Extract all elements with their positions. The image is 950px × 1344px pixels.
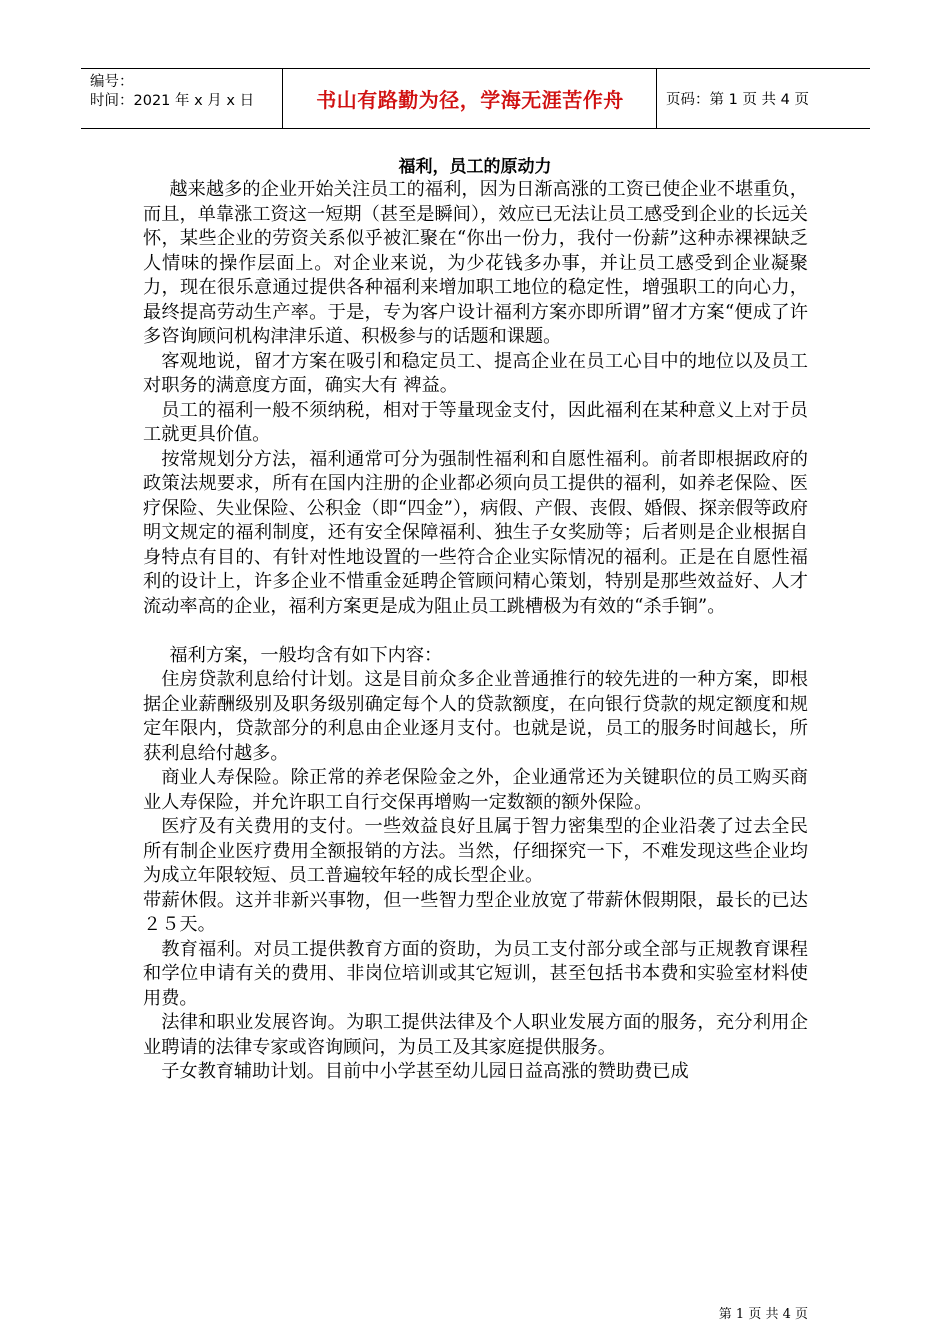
paragraph: 带薪休假。这并非新兴事物，但一些智力型企业放宽了带薪休假期限，最长的已达２５天。 — [143, 889, 808, 935]
paragraph: 商业人寿保险。除正常的养老保险金之外，企业通常还为关键职位的员工购买商业人寿保险，并允许职工自行交保再增购一定数额的额外保险。 — [143, 767, 808, 813]
header-divider — [656, 69, 657, 128]
paragraph: 住房贷款利息给付计划。这是目前众多企业普通推行的较先进的一种方案，即根据企业薪酬级别及职务级别确定每个人的贷款额度，在向银行贷款的规定额度和规定年限内，贷款部分的利息由企业逐月支付。也就是说，员工的服务时间越长，所获利息给付越多。 — [143, 669, 808, 764]
paragraph-spacer — [143, 619, 808, 644]
paragraph: 福利方案，一般均含有如下内容： — [169, 644, 443, 666]
paragraph: 法律和职业发展咨询。为职工提供法律及个人职业发展方面的服务，充分利用企业聘请的法律专家或咨询顾问，为员工及其家庭提供服务。 — [143, 1012, 808, 1058]
page-header — [81, 68, 870, 129]
article-title: 福利，员工的原动力 — [398, 157, 552, 177]
header-meta — [90, 73, 280, 111]
article-body — [143, 178, 808, 1085]
paragraph: 越来越多的企业开始关注员工的福利，因为日渐高涨的工资已使企业不堪重负，而且，单靠涨工资这一短期（甚至是瞬间），效应已无法让员工感受到企业的长远关怀，某些企业的劳资关系似乎被汇聚在“你出一份力，我付一份薪”这种赤裸裸缺乏人情味的操作层面上。对企业来说，为少花钱多办事，并让员工感受到企业凝聚力，现在很乐意通过提供各种福利来增加职工地位的稳定性，增强职工的向心力，最终提高劳动生产率。于是，专为客户设计福利方案亦即所谓”留才方案“便成了许多咨询顾问机构津津乐道、积极参与的话题和课题。 — [143, 179, 808, 347]
header-motto: 书山有路勤为径，学海无涯苦作舟 — [316, 88, 624, 112]
paragraph: 教育福利。对员工提供教育方面的资助，为员工支付部分或全部与正规教育课程和学位申请有关的费用、非岗位培训或其它短训，甚至包括书本费和实验室材料使用费。 — [143, 938, 808, 1009]
paragraph: 员工的福利一般不须纳税，相对于等量现金支付，因此福利在某种意义上对于员工就更具价值。 — [143, 399, 808, 445]
document-number-label: 编号： — [90, 74, 134, 90]
paragraph: 客观地说，留才方案在吸引和稳定员工、提高企业在员工心目中的地位以及员工对职务的满意度方面，确实大有 裨益。 — [143, 350, 808, 396]
paragraph: 按常规划分方法，福利通常可分为强制性福利和自愿性福利。前者即根据政府的政策法规要求，所有在国内注册的企业都必须向员工提供的福利，如养老保险、医疗保险、失业保险、公积金（即“四金”），病假、产假、丧假、婚假、探亲假等政府明文规定的福利制度，还有安全保障福利、独生子女奖励等；后者则是企业根据自身特点有目的、有针对性地设置的一些符合企业实际情况的福利。正是在自愿性福利的设计上，许多企业不惜重金延聘企管顾问精心策划，特别是那些效益好、人才流动率高的企业，福利方案更是成为阻止员工跳槽极为有效的“杀手锏”。 — [143, 448, 808, 617]
paragraph: 医疗及有关费用的支付。一些效益良好且属于智力密集型的企业沿袭了过去全民所有制企业医疗费用全额报销的方法。当然，仔细探究一下，不难发现这些企业均为成立年限较短、员工普遍较年轻的成长型企业。 — [143, 816, 808, 886]
page-footer: 第 1 页 共 4 页 — [718, 1307, 808, 1322]
header-divider — [282, 69, 283, 128]
document-time-label: 时间：2021 年 x 月 x 日 — [90, 93, 255, 109]
paragraph: 子女教育辅助计划。目前中小学甚至幼儿园日益高涨的赞助费已成 — [161, 1061, 689, 1082]
header-page-info: 页码：第 1 页 共 4 页 — [666, 92, 809, 108]
